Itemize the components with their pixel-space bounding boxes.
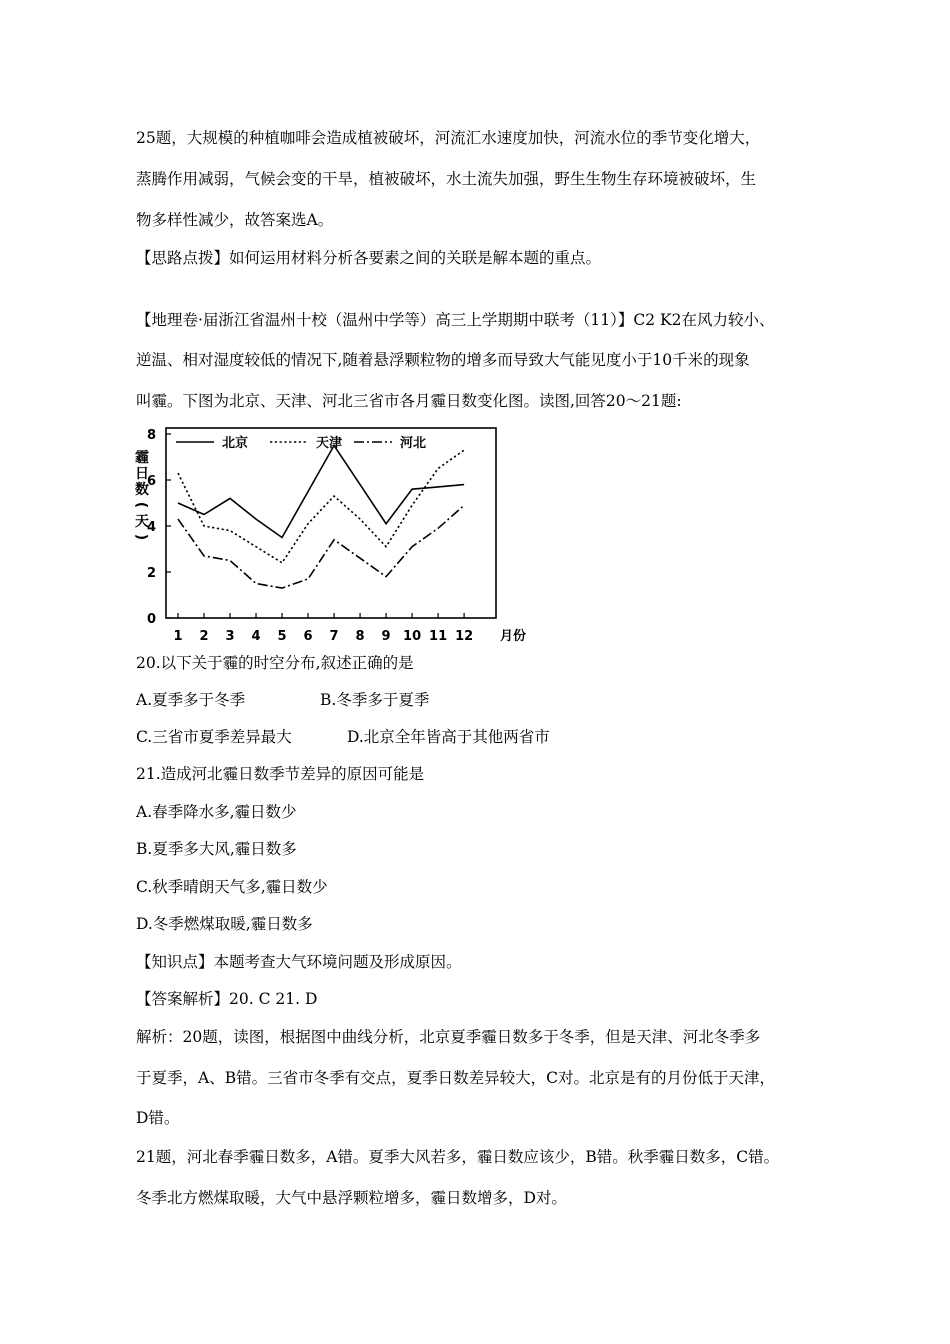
x-tick-label: 8 <box>355 629 365 644</box>
x-tick-label: 10 <box>403 629 422 644</box>
option-21-d: D.冬季燃煤取暖,霾日数多 <box>136 915 313 933</box>
text-line: 物多样性减少，故答案选A。 <box>136 211 334 229</box>
y-axis-label-char: ) <box>133 533 149 541</box>
y-tick-label: 8 <box>146 428 156 443</box>
option-20-d: D.北京全年皆高于其他两省市 <box>347 728 550 746</box>
x-tick-label: 7 <box>329 629 339 644</box>
analysis-line: D错。 <box>136 1109 180 1127</box>
analysis-line: 冬季北方燃煤取暖，大气中悬浮颗粒增多，霾日数增多，D对。 <box>136 1189 567 1207</box>
option-20-a: A.夏季多于冬季 <box>136 691 246 709</box>
y-axis-label-char: 霾 <box>135 450 149 466</box>
x-tick-label: 6 <box>303 629 313 644</box>
analysis-line: 21题，河北春季霾日数多，A错。夏季大风若多，霾日数应该少，B错。秋季霾日数多，C错。 <box>136 1148 780 1166</box>
legend-label: 天津 <box>316 436 343 451</box>
plot-frame <box>166 428 496 618</box>
y-tick-label: 6 <box>146 474 156 489</box>
option-21-c: C.秋季晴朗天气多,霾日数少 <box>136 878 328 896</box>
x-tick-label: 2 <box>199 629 209 644</box>
x-tick-label: 4 <box>251 629 261 644</box>
y-axis-label-char: 日 <box>135 466 149 482</box>
legend-label: 北京 <box>222 436 249 451</box>
haze-days-chart <box>132 422 542 652</box>
y-axis-label-char: 天 <box>135 514 149 530</box>
y-tick-label: 4 <box>146 520 156 535</box>
x-tick-label: 1 <box>173 629 183 644</box>
text-line: 逆温、相对湿度较低的情况下,随着悬浮颗粒物的增多而导致大气能见度小于10千米的现象 <box>136 351 750 369</box>
question-20-stem: 20.以下关于霾的时空分布,叙述正确的是 <box>136 654 414 672</box>
answer-line: 【答案解析】20. C 21. D <box>136 990 318 1008</box>
source-line: 【地理卷·届浙江省温州十校（温州中学等）高三上学期期中联考（11）】C2 K2在风力较小、 <box>136 311 775 329</box>
analysis-line: 解析：20题，读图，根据图中曲线分析，北京夏季霾日数多于冬季，但是天津、河北冬季多 <box>136 1028 761 1046</box>
x-tick-label: 12 <box>455 629 474 644</box>
tip-line: 【思路点拨】如何运用材料分析各要素之间的关联是解本题的重点。 <box>136 249 602 267</box>
series-line-solid <box>178 446 464 538</box>
y-tick-label: 2 <box>146 566 156 581</box>
text-line: 25题，大规模的种植咖啡会造成植被破坏，河流汇水速度加快，河流水位的季节变化增大， <box>136 129 761 147</box>
x-tick-label: 9 <box>381 629 391 644</box>
legend-label: 河北 <box>400 436 427 451</box>
x-axis-label: 月份 <box>500 629 527 644</box>
option-21-b: B.夏季多大风,霾日数多 <box>136 840 297 858</box>
knowledge-point: 【知识点】本题考查大气环境问题及形成原因。 <box>136 953 462 971</box>
text-line: 蒸腾作用减弱，气候会变的干旱，植被破坏，水土流失加强，野生生物生存环境被破坏，生 <box>136 170 757 188</box>
option-21-a: A.春季降水多,霾日数少 <box>136 803 297 821</box>
y-tick-label: 0 <box>146 612 156 627</box>
y-axis-label-char: ( <box>133 501 149 509</box>
y-axis-label-char: 数 <box>135 482 149 498</box>
x-tick-label: 5 <box>277 629 287 644</box>
question-21-stem: 21.造成河北霾日数季节差异的原因可能是 <box>136 765 425 783</box>
option-20-c: C.三省市夏季差异最大 <box>136 728 292 746</box>
x-tick-label: 3 <box>225 629 235 644</box>
option-20-b: B.冬季多于夏季 <box>320 691 430 709</box>
analysis-line: 于夏季，A、B错。三省市冬季有交点，夏季日数差异较大，C对。北京是有的月份低于天津， <box>136 1069 775 1087</box>
text-line: 叫霾。下图为北京、天津、河北三省市各月霾日数变化图。读图,回答20～21题: <box>136 392 682 410</box>
series-line-dashdot <box>178 505 464 588</box>
x-tick-label: 11 <box>429 629 448 644</box>
